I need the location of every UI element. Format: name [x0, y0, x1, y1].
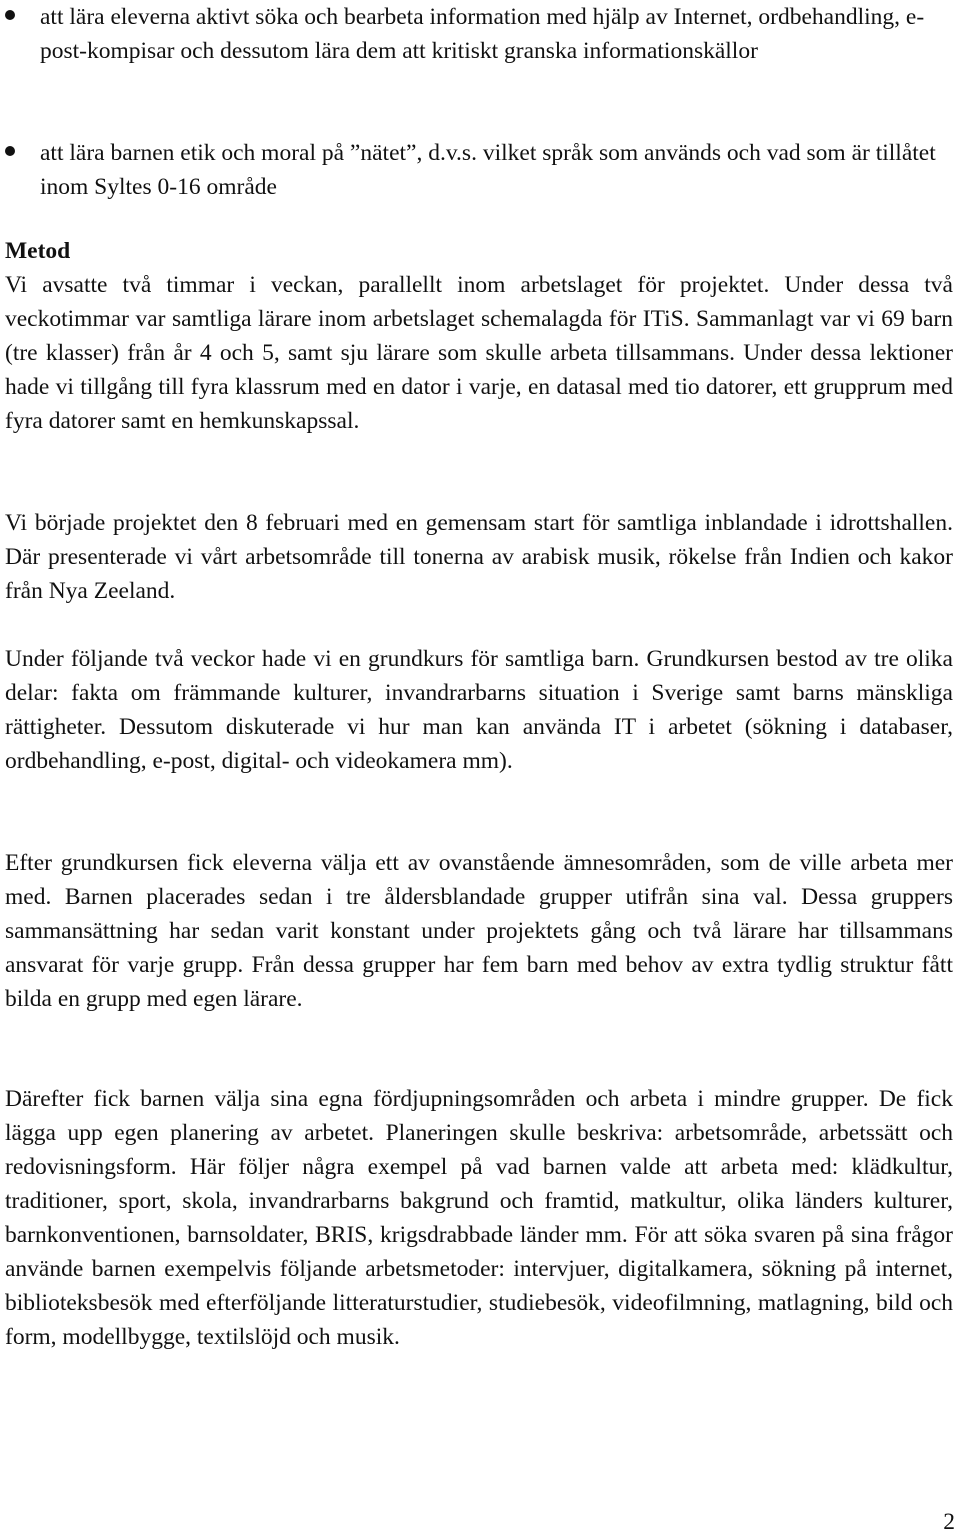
page-number: 2: [943, 1509, 955, 1535]
bullet-text: att lära eleverna aktivt söka och bearbeta information med hjälp av Internet, ordbehandling, e-post-kompisar och dessutom lära dem att kritiskt granska informationskällor: [40, 4, 925, 64]
bullet-item: [0, 136, 960, 204]
section-heading: Metod: [5, 238, 71, 264]
bullet-item: [0, 0, 960, 68]
paragraph: Under följande två veckor hade vi en grundkurs för samtliga barn. Grundkursen bestod av tre olika delar: fakta om främmande kulturer, invandrarbarns situation i Sverige samt barns mänskliga rättigheter. Dessutom diskuterade vi hur man kan använda IT i arbetet (sökning i databaser, ordbehandling, e-post, digital- och videokamera mm).: [5, 646, 953, 774]
paragraph: Vi började projektet den 8 februari med en gemensam start för samtliga inblandade i idrottshallen. Där presenterade vi vårt arbetsområde till tonerna av arabisk musik, rökelse från Indien och kakor från Nya Zeeland.: [5, 510, 953, 604]
paragraph: Vi avsatte två timmar i veckan, parallellt inom arbetslaget för projektet. Under dessa två veckotimmar var samtliga lärare inom arbetslaget schemalagda för ITiS. Sammanlagt var vi 69 barn (tre klasser) från år 4 och 5, samt sju lärare som skulle arbeta tillsammans. Under dessa lektioner hade vi tillgång till fyra klassrum med en dator i varje, en datasal med tio datorer, ett grupprum med fyra datorer samt en hemkunskapssal.: [5, 272, 953, 434]
bullet-icon: [5, 10, 15, 20]
bullet-text: att lära barnen etik och moral på ”nätet”, d.v.s. vilket språk som används och vad som är tillåtet inom Syltes 0-16 område: [40, 140, 936, 200]
paragraph: Därefter fick barnen välja sina egna fördjupningsområden och arbeta i mindre grupper. De fick lägga upp egen planering av arbetet. Planeringen skulle beskriva: arbetsområde, arbetssätt och redovisningsform. Här följer några exempel på vad barnen valde att arbeta med: klädkultur, traditioner, sport, skola, invandrarbarns bakgrund och framtid, matkultur, olika länders kulturer, barnkonventionen, barnsoldater, BRIS, krigsdrabbade länder mm. För att söka svaren på sina frågor använde barnen exempelvis följande arbetsmetoder: intervjuer, digitalkamera, sökning på internet, biblioteksbesök med efterföljande litteraturstudier, studiebesök, videofilmning, matlagning, bild och form, modellbygge, textilslöjd och musik.: [5, 1086, 953, 1350]
paragraph: Efter grundkursen fick eleverna välja ett av ovanstående ämnesområden, som de ville arbeta mer med. Barnen placerades sedan i tre åldersblandade grupper utifrån sina val. Dessa gruppers sammansättning har sedan varit konstant under projektets gång och två lärare har tillsammans ansvarat för varje grupp. Från dessa grupper har fem barn med behov av extra tydlig struktur fått bilda en grupp med egen lärare.: [5, 850, 953, 1012]
bullet-icon: [5, 146, 15, 156]
